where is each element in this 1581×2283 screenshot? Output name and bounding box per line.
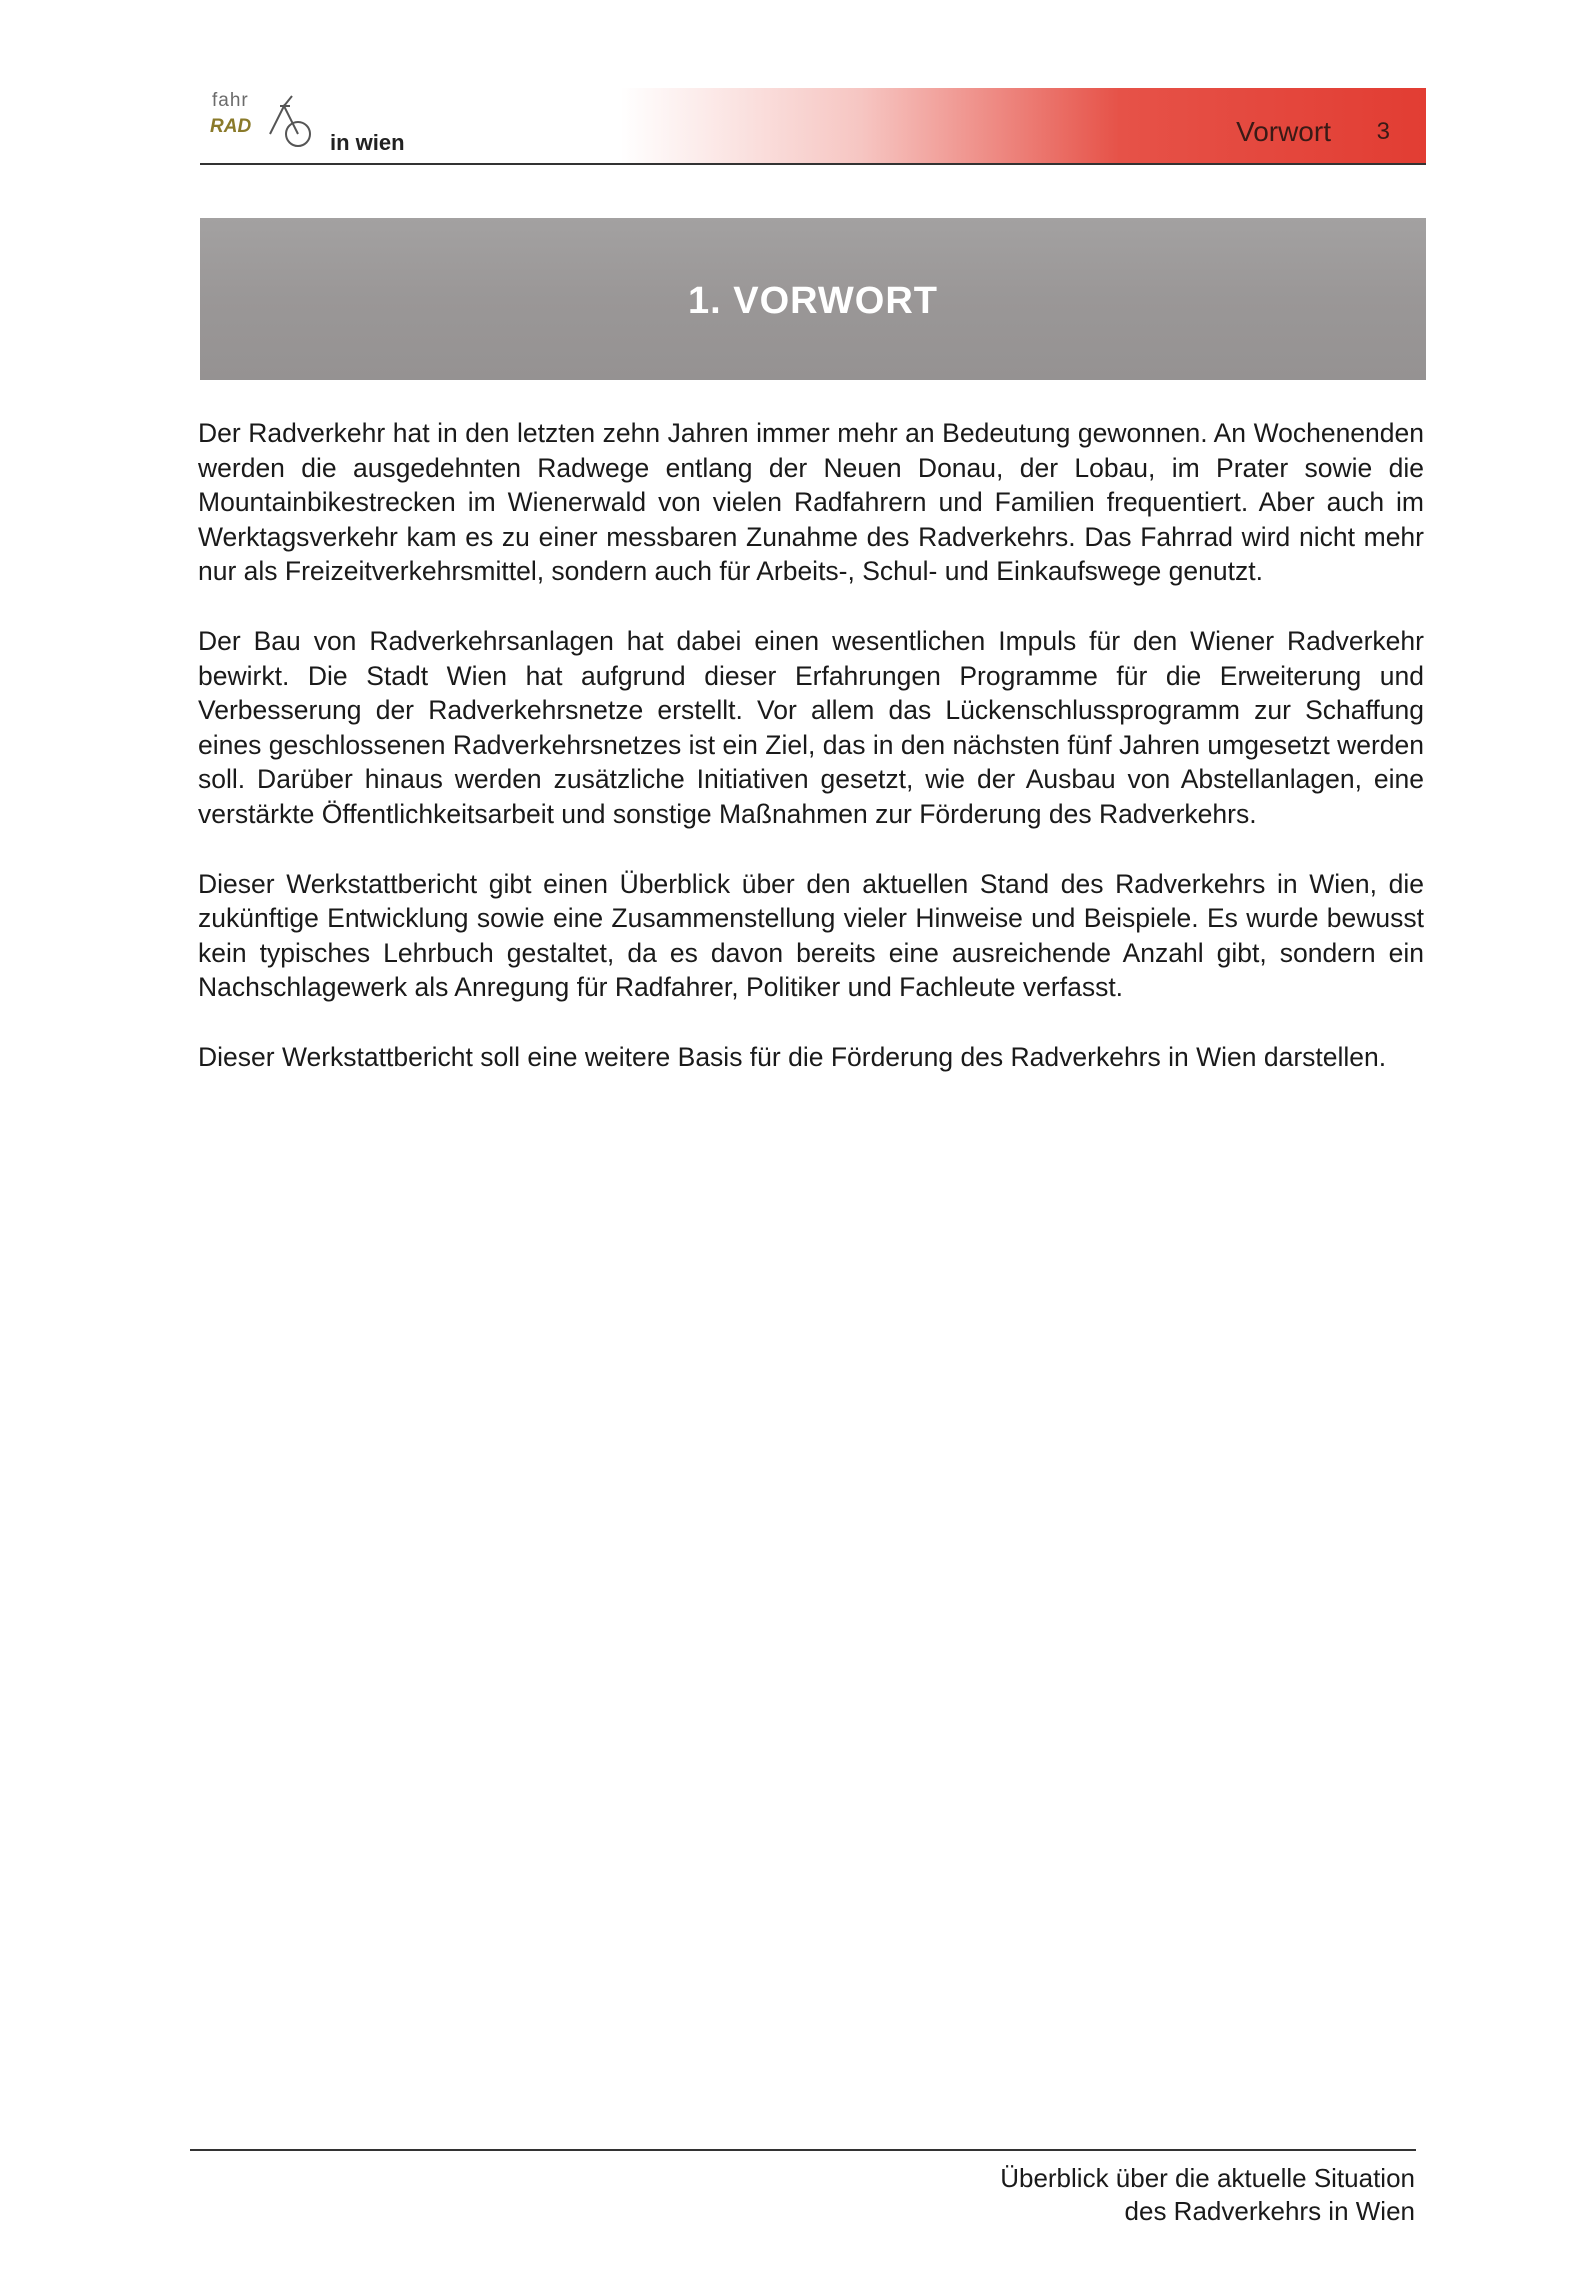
logo-text-rad: RAD <box>210 116 252 137</box>
logo-text-fahr: fahr <box>212 90 249 111</box>
chapter-heading-bar <box>200 218 1426 380</box>
section-title: Vorwort <box>1236 116 1331 147</box>
body-text <box>198 416 1424 1110</box>
footer-line-2: des Radverkehrs in Wien <box>1124 2196 1415 2226</box>
bicycle-icon <box>240 84 320 154</box>
paragraph: Der Radverkehr hat in den letzten zehn Jahren immer mehr an Bedeutung gewonnen. An Wochenenden werden die ausgedehnten Radwege entlang der Neuen Donau, der Lobau, im Prater sowie die Mountainbikestrecken im Wienerwald von vielen Radfahrern und Familien frequentiert. Aber auch im Werktagsverkehr kam es zu einer messbaren Zunahme des Radverkehrs. Das Fahrrad wird nicht mehr nur als Freizeitverkehrsmittel, sondern auch für Arbeits-, Schul- und Einkaufswege genutzt. <box>198 418 1424 587</box>
header-divider <box>200 163 1426 165</box>
footer-line-1: Überblick über die aktuelle Situation <box>1000 2163 1415 2193</box>
paragraph: Der Bau von Radverkehrsanlagen hat dabei einen wesentlichen Impuls für den Wiener Radverkehr bewirkt. Die Stadt Wien hat aufgrund dieser Erfahrungen Programme für die Erweiterung und Verbesserung der Radverkehrsnetze erstellt. Vor allem das Lückenschlussprogramm zur Schaffung eines geschlossenen Radverkehrsnetzes ist ein Ziel, das in den nächsten fünf Jahren umgesetzt werden soll. Darüber hinaus werden zusätzliche Initiativen gesetzt, wie der Ausbau von Abstellanlagen, eine verstärkte Öffentlichkeitsarbeit und sonstige Maßnahmen zur Förderung des Radverkehrs. <box>198 625 1424 829</box>
header-location: in wien <box>330 130 405 155</box>
page-number: 3 <box>1376 118 1390 145</box>
chapter-title: 1. VORWORT <box>688 280 938 322</box>
fahrrad-logo <box>200 80 330 160</box>
page-footer <box>1000 2162 1415 2228</box>
paragraph: Dieser Werkstattbericht gibt einen Überblick über den aktuellen Stand des Radverkehrs in Wien, die zukünftige Entwicklung sowie eine Zusammenstellung vieler Hinweise und Beispiele. Es wurde bewusst kein typisches Lehrbuch gestaltet, da es davon bereits eine ausreichende Anzahl gibt, sondern ein Nachschlagewerk als Anregung für Radfahrer, Politiker und Fachleute verfasst. <box>198 868 1424 1003</box>
paragraph: Dieser Werkstattbericht soll eine weitere Basis für die Förderung des Radverkehrs in Wien darstellen. <box>198 1041 1387 1072</box>
footer-divider <box>190 2149 1416 2151</box>
page-header <box>200 80 1426 164</box>
section-banner <box>620 88 1426 164</box>
